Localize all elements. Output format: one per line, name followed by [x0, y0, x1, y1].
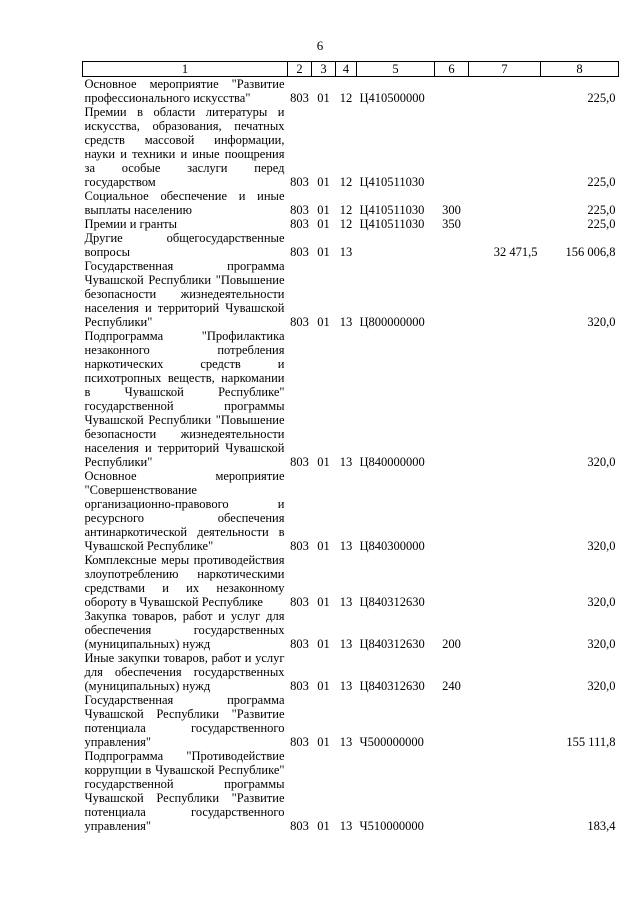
cell-target-article: Ц410500000 — [359, 91, 425, 105]
cell-subsection: 12 — [339, 175, 353, 189]
cell-expense-type: 200 — [442, 637, 461, 651]
cell-section: 01 — [317, 637, 330, 651]
cell-section: 01 — [317, 203, 330, 217]
row-name: Премии в области литературы и искусства, образования, печатных средств массовой информации, науки и техники и иные поощрения за особые заслуги перед государством — [84, 105, 285, 189]
cell-expense-type — [435, 329, 469, 469]
column-header-2: 2 — [288, 62, 312, 77]
cell-section: 01 — [317, 735, 330, 749]
cell-amount-change — [469, 105, 541, 189]
cell-target-article: Ц800000000 — [359, 315, 425, 329]
cell-target-article: Ц840312630 — [359, 595, 425, 609]
cell-expense-type — [435, 259, 469, 329]
cell-subsection: 12 — [339, 203, 353, 217]
row-name: Государственная программа Чувашской Республики "Повышение безопасности жизнедеятельности населения и территорий Чувашской Республики" — [84, 259, 285, 329]
cell-section: 01 — [317, 245, 330, 259]
cell-subsection: 13 — [339, 819, 353, 833]
row-name: Закупка товаров, работ и услуг для обеспечения государственных (муниципальных) нужд — [84, 609, 285, 651]
cell-expense-type — [435, 693, 469, 749]
row-name: Другие общегосударственные вопросы — [84, 231, 285, 259]
cell-section: 01 — [317, 539, 330, 553]
cell-subsection: 12 — [339, 217, 353, 231]
cell-subsection: 13 — [339, 595, 353, 609]
cell-subsection: 13 — [339, 245, 353, 259]
cell-amount-change — [469, 469, 541, 553]
cell-ministry: 803 — [290, 245, 309, 259]
cell-amount-change — [469, 749, 541, 833]
cell-ministry: 803 — [290, 819, 309, 833]
cell-subsection: 13 — [339, 735, 353, 749]
cell-amount-change — [469, 651, 541, 693]
table-row — [83, 693, 619, 749]
cell-amount-total: 225,0 — [587, 217, 616, 231]
cell-expense-type — [435, 77, 469, 106]
cell-ministry: 803 — [290, 455, 309, 469]
table-row — [83, 217, 619, 231]
cell-expense-type — [435, 469, 469, 553]
cell-ministry: 803 — [290, 735, 309, 749]
cell-section: 01 — [317, 679, 330, 693]
cell-subsection: 13 — [339, 315, 353, 329]
cell-target-article: Ц410511030 — [359, 175, 425, 189]
table-row — [83, 553, 619, 609]
row-name: Государственная программа Чувашской Республики "Развитие потенциала государственного управления" — [84, 693, 285, 749]
cell-subsection: 13 — [339, 679, 353, 693]
cell-ministry: 803 — [290, 91, 309, 105]
table-row — [83, 105, 619, 189]
cell-target-article: Ч510000000 — [359, 819, 424, 833]
row-name: Подпрограмма "Противодействие коррупции в Чувашской Республике" государственной программы Чувашской Республики "Развитие потенциала государственного управления" — [84, 749, 285, 833]
row-name: Иные закупки товаров, работ и услуг для обеспечения государственных (муниципальных) нужд — [84, 651, 285, 693]
row-name: Социальное обеспечение и иные выплаты населению — [84, 189, 285, 217]
page-number: 6 — [316, 38, 324, 53]
row-name: Премии и гранты — [84, 217, 178, 231]
column-header-1: 1 — [83, 62, 288, 77]
cell-section: 01 — [317, 315, 330, 329]
cell-amount-total: 320,0 — [587, 315, 616, 329]
cell-amount-change — [469, 329, 541, 469]
cell-amount-change — [469, 693, 541, 749]
cell-subsection: 12 — [339, 91, 353, 105]
table-row — [83, 329, 619, 469]
column-header-7: 7 — [469, 62, 541, 77]
cell-target-article: Ц410511030 — [359, 217, 425, 231]
cell-target-article — [357, 231, 435, 259]
cell-section: 01 — [317, 91, 330, 105]
row-name: Основное мероприятие "Совершенствование организационно-правового и ресурсного обеспечения антинаркотической деятельности в Чувашской Республике" — [84, 469, 285, 553]
budget-table — [82, 61, 619, 833]
column-header-6: 6 — [435, 62, 469, 77]
cell-ministry: 803 — [290, 637, 309, 651]
column-header-3: 3 — [312, 62, 336, 77]
row-name: Комплексные меры противодействия злоупотреблению наркотическими средствами и их незаконному обороту в Чувашской Республике — [84, 553, 285, 609]
cell-expense-type — [435, 749, 469, 833]
cell-section: 01 — [317, 455, 330, 469]
cell-amount-total: 320,0 — [587, 679, 616, 693]
cell-ministry: 803 — [290, 539, 309, 553]
cell-amount-total: 183,4 — [587, 819, 616, 833]
cell-amount-change — [469, 217, 541, 231]
cell-expense-type — [435, 231, 469, 259]
column-header-5: 5 — [357, 62, 435, 77]
cell-target-article: Ч500000000 — [359, 735, 424, 749]
cell-amount-total: 155 111,8 — [566, 735, 616, 749]
row-name: Подпрограмма "Профилактика незаконного потребления наркотических средств и психотропных веществ, наркомании в Чувашской Республике" государственной программы Чувашской Республики "Повышение безопасности жизнедеятельности населения и территорий Чувашской Республики" — [84, 329, 285, 469]
cell-expense-type: 300 — [442, 203, 461, 217]
cell-subsection: 13 — [339, 455, 353, 469]
cell-ministry: 803 — [290, 679, 309, 693]
column-header-8: 8 — [541, 62, 619, 77]
table-row — [83, 469, 619, 553]
cell-amount-total: 156 006,8 — [565, 245, 616, 259]
cell-ministry: 803 — [290, 595, 309, 609]
cell-subsection: 13 — [339, 637, 353, 651]
cell-amount-change — [469, 609, 541, 651]
cell-expense-type: 240 — [442, 679, 461, 693]
cell-amount-change: 32 471,5 — [493, 245, 538, 259]
cell-target-article: Ц840000000 — [359, 455, 425, 469]
cell-expense-type: 350 — [442, 217, 461, 231]
table-row — [83, 77, 619, 106]
cell-target-article: Ц410511030 — [359, 203, 425, 217]
cell-amount-total: 320,0 — [587, 539, 616, 553]
cell-target-article: Ц840312630 — [359, 637, 425, 651]
cell-amount-total: 320,0 — [587, 595, 616, 609]
cell-target-article: Ц840312630 — [359, 679, 425, 693]
cell-amount-change — [469, 259, 541, 329]
cell-amount-total: 225,0 — [587, 175, 616, 189]
cell-section: 01 — [317, 217, 330, 231]
row-name: Основное мероприятие "Развитие профессионального искусства" — [84, 77, 285, 105]
cell-target-article: Ц840300000 — [359, 539, 425, 553]
cell-section: 01 — [317, 819, 330, 833]
cell-subsection: 13 — [339, 539, 353, 553]
cell-amount-total: 225,0 — [587, 203, 616, 217]
cell-amount-total: 320,0 — [587, 455, 616, 469]
cell-amount-change — [469, 553, 541, 609]
table-header-row — [83, 62, 619, 77]
table-row — [83, 259, 619, 329]
cell-expense-type — [435, 105, 469, 189]
cell-amount-total: 320,0 — [587, 637, 616, 651]
cell-amount-change — [469, 77, 541, 106]
table-row — [83, 609, 619, 651]
cell-ministry: 803 — [290, 217, 309, 231]
cell-section: 01 — [317, 175, 330, 189]
cell-amount-change — [469, 189, 541, 217]
cell-ministry: 803 — [290, 315, 309, 329]
table-row — [83, 189, 619, 217]
table-row — [83, 651, 619, 693]
table-row — [83, 231, 619, 259]
table-row — [83, 749, 619, 833]
cell-section: 01 — [317, 595, 330, 609]
cell-ministry: 803 — [290, 203, 309, 217]
cell-amount-total: 225,0 — [587, 91, 616, 105]
cell-expense-type — [435, 553, 469, 609]
column-header-4: 4 — [336, 62, 357, 77]
cell-ministry: 803 — [290, 175, 309, 189]
